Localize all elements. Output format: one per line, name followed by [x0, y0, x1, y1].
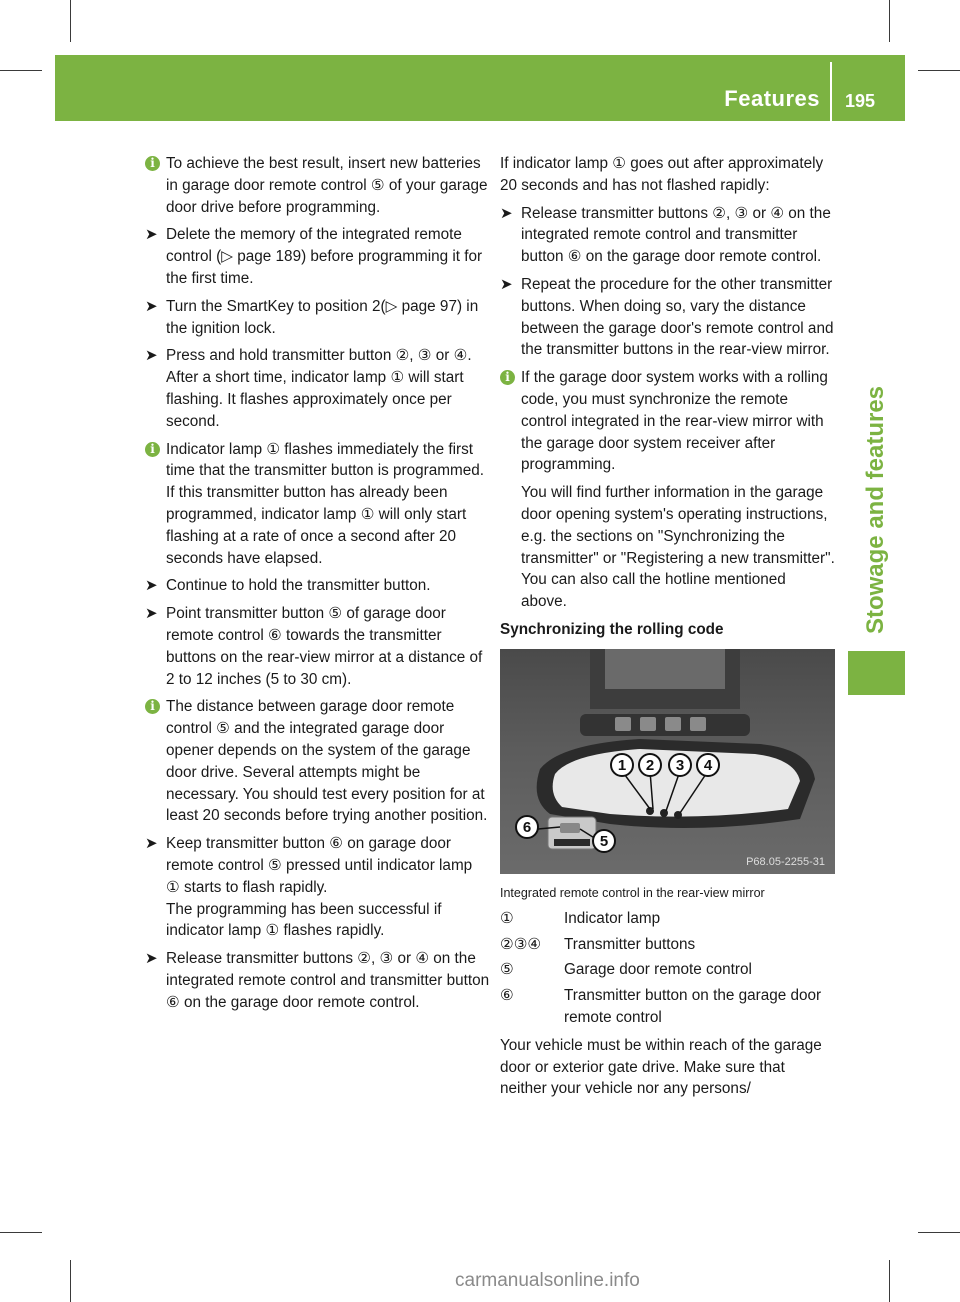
- info-item: [145, 696, 490, 827]
- legend-value: Indicator lamp: [564, 909, 661, 927]
- legend-value: Transmitter buttons: [564, 935, 696, 953]
- figure-caption: Integrated remote control in the rear-view mirror: [500, 885, 765, 900]
- legend-row: [500, 934, 835, 956]
- mirror-photo: [500, 649, 835, 874]
- intro-paragraph: If indicator lamp ① goes out after approximately 20 seconds and has not flashed rapidly:: [500, 155, 824, 194]
- step-item: [145, 224, 490, 289]
- step-text: Press and hold transmitter button ②, ③ or ④. After a short time, indicator lamp ① will start flashing. It flashes approximately once per second.: [166, 347, 472, 430]
- step-arrow-icon: ➤: [145, 950, 158, 968]
- info-text: If the garage door system works with a rolling code, you must synchronize the remote control integrated in the rear-view mirror with the garage door system receiver after programming.: [521, 369, 828, 474]
- step-item: [145, 948, 490, 1013]
- legend-key: ⑤: [500, 961, 514, 979]
- step-arrow-icon: ➤: [145, 577, 158, 595]
- step-item: [145, 575, 490, 597]
- step-arrow-icon: ➤: [500, 275, 513, 293]
- step-text: Release transmitter buttons ②, ③ or ④ on the integrated remote control and transmitter button ⑥ on the garage door remote control.: [166, 950, 490, 1011]
- step-item: [145, 603, 490, 690]
- step-arrow-icon: ➤: [145, 835, 158, 853]
- left-column: [145, 153, 490, 1019]
- legend-row: [500, 908, 835, 930]
- legend-value: Garage door remote control: [564, 961, 752, 979]
- step-text: Keep transmitter button ⑥ on garage door remote control ⑤ pressed until indicator lamp ① starts to flash rapidly. The programming has been successful if indicator lamp ① flashes rapidly.: [166, 835, 473, 940]
- photo-label-3: 3: [675, 756, 685, 774]
- step-arrow-icon: ➤: [500, 204, 513, 222]
- photo-code: P68.05-2255-31: [746, 855, 825, 868]
- crop-mark: [889, 1260, 890, 1302]
- legend-list: [500, 908, 835, 1029]
- step-item: [500, 274, 835, 361]
- info-icon: i: [145, 156, 160, 171]
- step-arrow-icon: ➤: [145, 226, 158, 244]
- photo-label-6: 6: [522, 818, 532, 836]
- mirror-illustration: [500, 649, 835, 874]
- step-text: Turn the SmartKey to position 2(▷ page 97) in the ignition lock.: [166, 297, 479, 337]
- header-divider: [830, 62, 832, 121]
- crop-mark: [889, 0, 890, 42]
- step-item: [145, 833, 490, 942]
- photo-label-4: 4: [703, 756, 713, 774]
- step-item: [145, 296, 490, 340]
- step-text: Point transmitter button ⑤ of garage door remote control ⑥ towards the transmitter buttons on the rear-view mirror at a distance of 2 to 12 inches (5 to 30 cm).: [166, 605, 483, 688]
- info-text-continued: You will find further information in the garage door opening system's operating instructions, e.g. the sections on "Synchronizing the transmitter" or "Registering a new transmitter". You can also call the hotline mentioned above.: [521, 484, 835, 611]
- step-item: [500, 203, 835, 268]
- step-text: Release transmitter buttons ②, ③ or ④ on the integrated remote control and transmitter button ⑥ on the garage door remote control.: [521, 204, 831, 266]
- step-arrow-icon: ➤: [145, 605, 158, 623]
- legend-row: [500, 959, 835, 981]
- photo-label-2: 2: [645, 756, 655, 774]
- photo-label-5: 5: [599, 832, 609, 850]
- legend-value: Transmitter button on the garage door remote control: [564, 987, 822, 1026]
- info-icon: i: [145, 442, 160, 457]
- legend-row: [500, 985, 835, 1029]
- right-column: [500, 153, 835, 1106]
- crop-mark: [0, 70, 42, 71]
- legend-key: ⑥: [500, 987, 514, 1005]
- step-text: Delete the memory of the integrated remote control (▷ page 189) before programming it for the first time.: [166, 226, 483, 287]
- crop-mark: [918, 70, 960, 71]
- crop-mark: [0, 1232, 42, 1233]
- info-icon: i: [500, 370, 515, 385]
- info-item: [500, 367, 835, 613]
- crop-mark: [70, 1260, 71, 1302]
- section-heading: Synchronizing the rolling code: [500, 620, 724, 638]
- legend-key: ①: [500, 909, 514, 927]
- page-number: 195: [845, 91, 876, 111]
- watermark: carmanualsonline.info: [455, 1270, 640, 1291]
- crop-mark: [918, 1232, 960, 1233]
- step-item: [145, 345, 490, 432]
- info-icon: i: [145, 699, 160, 714]
- info-item: [145, 153, 490, 218]
- photo-label-1: 1: [617, 756, 627, 774]
- crop-mark: [70, 0, 71, 42]
- step-arrow-icon: ➤: [145, 347, 158, 365]
- side-tab-block: [848, 651, 905, 695]
- closing-paragraph: Your vehicle must be within reach of the garage door or exterior gate drive. Make sure that neither your vehicle nor any persons/: [500, 1036, 822, 1098]
- info-text: The distance between garage door remote control ⑤ and the integrated garage door opener depends on the system of the garage door drive. Several attempts might be necessary. You should test every position for at least 20 seconds before trying another position.: [166, 698, 488, 825]
- step-text: Continue to hold the transmitter button.: [166, 577, 431, 595]
- info-text: To achieve the best result, insert new batteries in garage door remote control ⑤ of your garage door drive before programming.: [166, 155, 488, 216]
- page-title: Features: [724, 86, 820, 111]
- side-tab-label: Stowage and features: [862, 385, 889, 635]
- info-item: [145, 439, 490, 570]
- info-text: Indicator lamp ① flashes immediately the first time that the transmitter button is programmed. If this transmitter button has already been programmed, indicator lamp ① will only start flashing at a rate of once a second after 20 seconds have elapsed.: [166, 440, 484, 567]
- step-arrow-icon: ➤: [145, 297, 158, 315]
- legend-key: ②③④: [500, 935, 542, 953]
- step-text: Repeat the procedure for the other transmitter buttons. When doing so, vary the distance between the garage door's remote control and the transmitter buttons in the rear-view mirror.: [521, 275, 834, 359]
